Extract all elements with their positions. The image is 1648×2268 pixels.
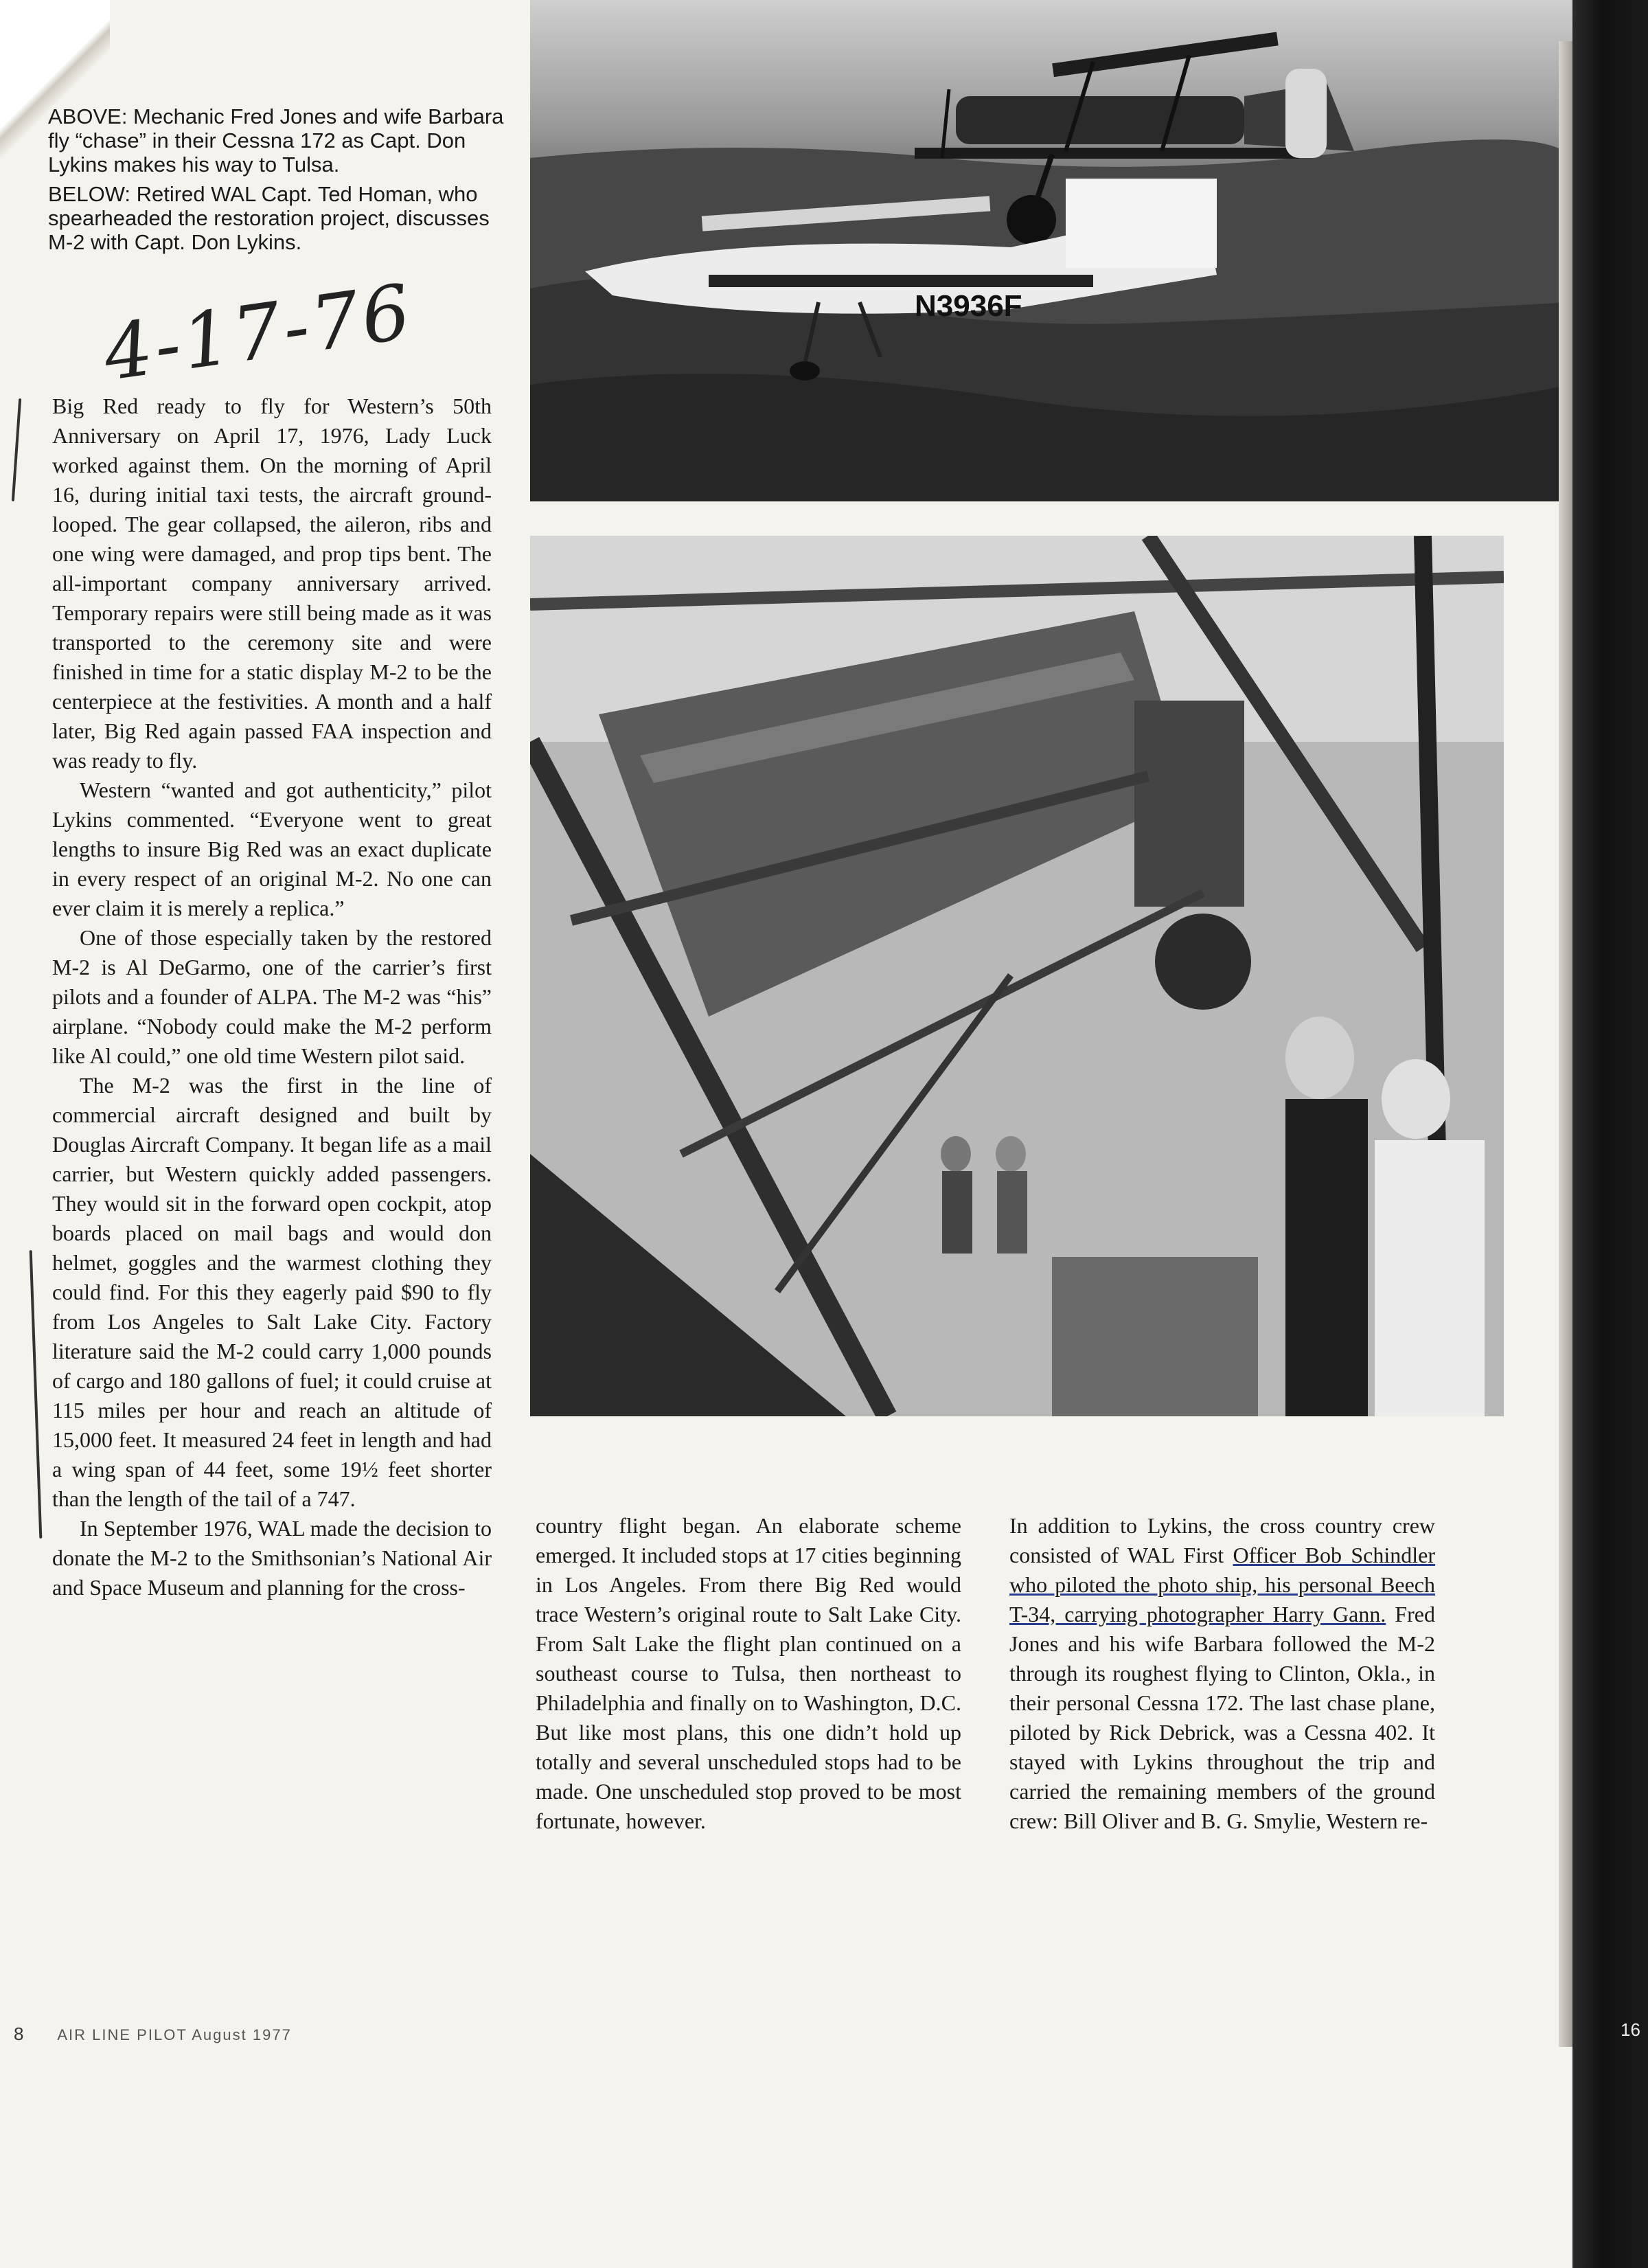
col3-paragraph	[1009, 1511, 1435, 1836]
photo-chase-planes-image	[530, 0, 1572, 501]
col3-intro: In addition to Lykins, the cross country crew consisted of WAL First	[1009, 1513, 1435, 1567]
handwritten-date: 4-17-76	[98, 267, 418, 398]
col2-paragraph: country flight began. An elaborate scheme emerged. It included stops at 17 cities beginning in Los Angeles. From there Big Red would trace Western’s original route to Salt Lake City. From Salt Lake the flight plan continued on a southeast course to Tulsa, then northeast to Philadelphia and finally on to Washington, D.C. But like most plans, this one didn’t hold up totally and several unscheduled stops had to be made. One unscheduled stop proved to be most fortunate, however.	[536, 1513, 961, 1833]
tail-number: N3936F	[915, 289, 1022, 323]
col1-paragraph: The M-2 was the first in the line of commercial aircraft designed and built by Douglas Aircraft Company. It began life as a mail carrier, but Western quickly added passengers. They would sit in the forward open cockpit, atop boards placed on mail bags and would don helmet, goggles and the warmest clothing they could find. For this they eagerly paid $90 to fly from Los Angeles to Salt Lake City. Factory literature said the M-2 could carry 1,000 pounds of cargo and 180 gallons of fuel; it could cruise at 115 miles per hour and reach an altitude of 15,000 feet. It measured 24 feet in length and had a wing span of 44 feet, some 19½ feet shorter than the length of the tail of a 747.	[52, 1073, 492, 1511]
col3-underlined-text: Officer Bob Schindler who piloted the photo ship, his personal Beech T-34, carrying photographer Harry Gann.	[1009, 1543, 1436, 1626]
page-number: 8	[14, 2023, 25, 2044]
edge-page-number: 16	[1621, 2019, 1640, 2040]
page-footer	[14, 2023, 292, 2045]
binding-strip	[1572, 0, 1648, 2268]
col1-paragraph: Big Red ready to fly for Western’s 50th Anniversary on April 17, 1976, Lady Luck worked against them. On the morning of April 16, during initial taxi tests, the aircraft ground-looped. The gear collapsed, the aileron, ribs and one wing were damaged, and prop tips bent. The all-important company anniversary arrived. Temporary repairs were still being made as it was transported to the ceremony site and were finished in time for a static display M-2 to be the centerpiece at the festivities. A month and a half later, Big Red again passed FAA inspection and was ready to fly.	[52, 394, 492, 773]
photo-chase-planes	[530, 0, 1572, 501]
photo-caption	[48, 104, 505, 260]
photo-hangar-m2-image	[530, 536, 1504, 1416]
caption-below: BELOW: Retired WAL Capt. Ted Homan, who spearheaded the restoration project, discusses M-2 with Capt. Don Lykins.	[48, 182, 490, 254]
caption-above: ABOVE: Mechanic Fred Jones and wife Barbara fly “chase” in their Cessna 172 as Capt. Don Lykins makes his way to Tulsa.	[48, 104, 504, 177]
col3-rest: Fred Jones and his wife Barbara followed the M-2 through its roughest flying to Clinton, Okla., in their personal Cessna 172. The last chase plane, piloted by Rick Debrick, was a Cessna 402. It stayed with Lykins throughout the trip and carried the remaining members of the ground crew: Bill Oliver and B. G. Smylie, Western re-	[1009, 1602, 1435, 1833]
col1-paragraph: In September 1976, WAL made the decision to donate the M-2 to the Smithsonian’s National Air and Space Museum and planning for the cross-	[52, 1516, 492, 1600]
col1-paragraph: One of those especially taken by the restored M-2 is Al DeGarmo, one of the carrier’s first pilots and a founder of ALPA. The M-2 was “his” airplane. “Nobody could make the M-2 perform like Al could,” one old time Western pilot said.	[52, 925, 492, 1068]
article-column-1	[52, 392, 492, 1602]
article-column-2	[536, 1511, 961, 1836]
margin-mark-bottom	[30, 1250, 43, 1539]
margin-mark-top	[12, 398, 21, 501]
publication-line: AIR LINE PILOT August 1977	[57, 2026, 292, 2043]
photo-hangar-m2	[530, 536, 1504, 1416]
col1-paragraph: Western “wanted and got authenticity,” pilot Lykins commented. “Everyone went to great lengths to insure Big Red was an exact duplicate in every respect of an original M-2. No one can ever claim it is merely a replica.”	[52, 778, 492, 920]
article-column-3	[1009, 1511, 1435, 1836]
